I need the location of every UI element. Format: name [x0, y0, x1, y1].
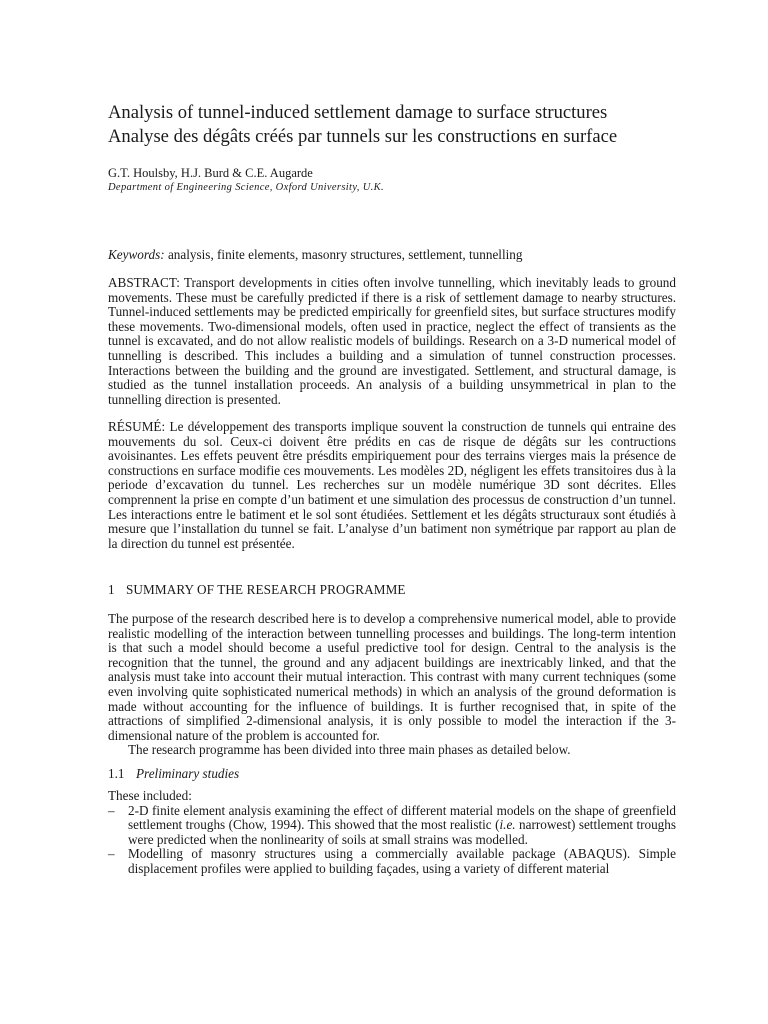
subsection-number: 1.1: [108, 766, 125, 781]
section-number: 1: [108, 582, 115, 597]
bullet-1-text-a: 2-D finite element analysis examining the effect of different material models on the shape of greenfield settlement troughs (Chow, 1994). This showed that the most realistic (: [128, 802, 676, 833]
section-title: SUMMARY OF THE RESEARCH PROGRAMME: [126, 582, 406, 597]
resume: RÉSUMÉ: Le développement des transports implique souvent la construction de tunnels qui entraine des mouvements du sol. Ceux-ci doivent être prédits en cas de risque de dégâts sur les contructions avoisinantes. Les effets peuvent être présdits empiriquement pour des terrains vierges mais la présence de constructions en surface modifie ces mouvements. Les modèles 2D, négligent les effets transitoires dus à la periode d’excavation du tunnel. Les recherches sur un modèle numérique 3D sont décrites. Elles comprennent la prise en compte d’un batiment et une simulation des processus de construction d’un tunnel. Les interactions entre le batiment et le sol sont étudiées. Settlement et les dégâts structuraux sont étudiés à mesure que l’installation du tunnel se fait. L’analyse d’un batiment non symétrique par rapport au plan de la direction du tunnel est présentée.: [108, 419, 676, 551]
section-1-paragraph-2: The research programme has been divided into three main phases as detailed below.: [128, 742, 571, 758]
keywords: [108, 248, 676, 263]
list-item: [108, 847, 676, 876]
title-french: Analyse des dégâts créés par tunnels sur les constructions en surface: [108, 126, 618, 147]
title-english: Analysis of tunnel-induced settlement damage to surface structures: [108, 102, 608, 123]
section-1-heading: [108, 582, 406, 598]
dash-bullet: –: [108, 846, 115, 862]
bullet-2-text: Modelling of masonry structures using a commercially available package (ABAQUS). Simple displacement profiles were applied to building façades, using a variety of different material: [128, 846, 676, 876]
bullet-1-ie: i.e.: [499, 817, 516, 833]
affiliation: Department of Engineering Science, Oxford University, U.K.: [108, 182, 384, 193]
included-intro: These included:: [108, 788, 192, 803]
subsection-1-1-body: [108, 789, 676, 877]
authors: G.T. Houlsby, H.J. Burd & C.E. Augarde: [108, 166, 313, 180]
bullet-1-text-b: narrowest) settlement troughs were predicted when the nonlinearity of soils at small strains was modelled.: [128, 817, 677, 847]
keywords-label: Keywords:: [108, 247, 165, 262]
section-1-body: [108, 612, 676, 758]
bullet-list: [108, 804, 676, 877]
title-block: [108, 101, 688, 149]
subsection-1-1-heading: [108, 766, 239, 782]
abstract: ABSTRACT: Transport developments in cities often involve tunnelling, which inevitably leads to ground movements. These must be carefully predicted if there is a risk of settlement damage to nearby structures. Tunnel-induced settlements may be predicted empirically for greenfield sites, but surface structures modify these movements. Two-dimensional models, often used in practice, neglect the effect of transients as the tunnel is excavated, and do not allow realistic models of buildings. Research on a 3-D numerical model of tunnelling is described. This includes a building and a simulation of tunnel construction processes. Interactions between the building and the ground are investigated. Settlement, and structural damage, is studied as the tunnel installation proceeds. An analysis of a building unsymmetrical in plan to the tunnelling direction is presented.: [108, 275, 676, 407]
section-1-paragraph-1: The purpose of the research described here is to develop a comprehensive numerical model, able to provide realistic modelling of the interaction between tunnelling processes and buildings. The long-term intention is that such a model should become a useful predictive tool for design. Central to the analysis is the recognition that the tunnel, the ground and any adjacent buildings are inextricably linked, and that the analysis must take into account their mutual interaction. This contrast with many current techniques (some even involving quite sophisticated numerical methods) in which an analysis of the ground deformation is made without accounting for the influence of buildings. It is further recognised that, in spite of the attractions of simplified 2-dimensional analysis, it is only possible to model the interaction if the 3-dimensional nature of the problem is accounted for.: [108, 611, 676, 743]
dash-bullet: –: [108, 802, 115, 818]
subsection-title: Preliminary studies: [136, 766, 240, 781]
keywords-text: analysis, finite elements, masonry structures, settlement, tunnelling: [167, 247, 523, 262]
list-item: [108, 804, 676, 848]
